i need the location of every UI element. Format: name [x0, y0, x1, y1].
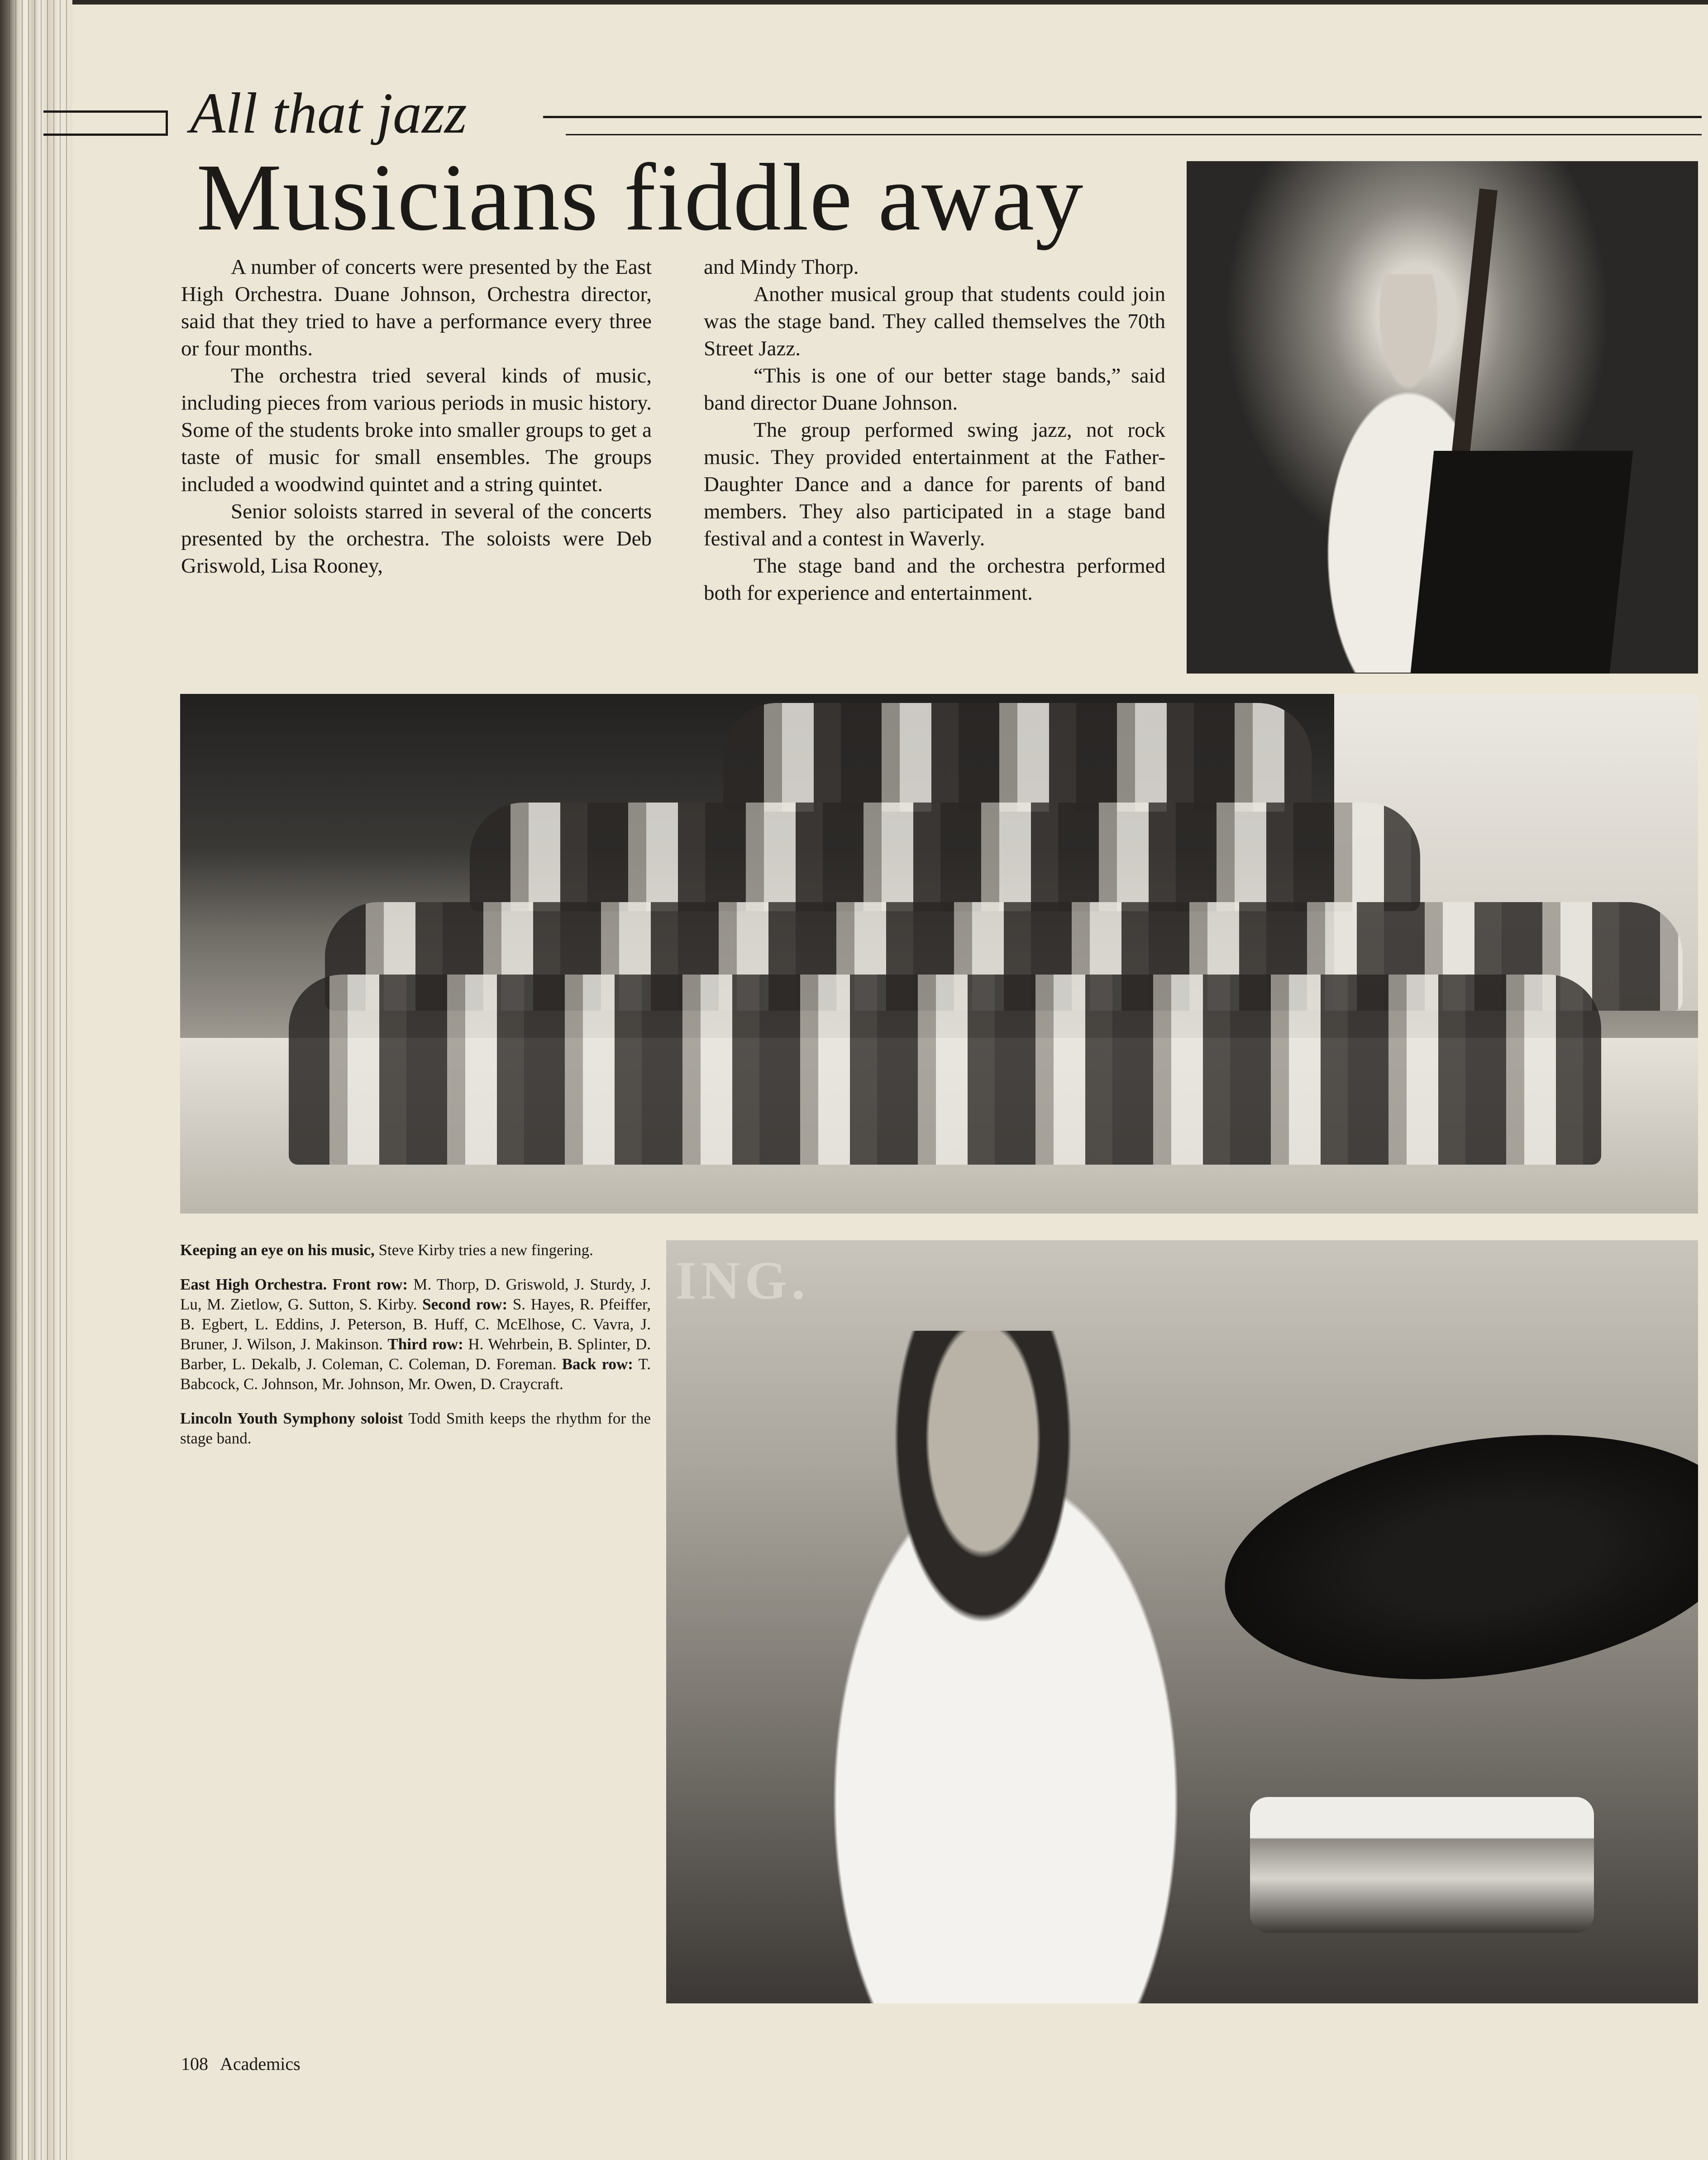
- header-rule: [543, 116, 1702, 118]
- caption-text: T. Babcock, C. Johnson, Mr. Johnson, Mr. Owen, D. Craycraft.: [180, 1355, 651, 1393]
- caption-drummer: [180, 1409, 651, 1448]
- paragraph: A number of concerts were presented by the East High Orchestra. Duane Johnson, Orchestra director, said that they tried to have a performance every three or four months.: [181, 255, 652, 360]
- caption-lead: East High Orchestra. Front row:: [180, 1276, 408, 1293]
- front-row-people: [289, 975, 1601, 1165]
- caption-text: M. Thorp, D. Griswold, J. Sturdy, J. Lu, M. Zietlow, G. Sutton, S. Kirby.: [180, 1276, 651, 1313]
- page-folio: [181, 2053, 312, 2074]
- paragraph: Another musical group that students could join was the stage band. They called themselves the 70th Street Jazz.: [704, 282, 1165, 360]
- caption-cellist: [180, 1240, 651, 1260]
- photo-captions: [180, 1240, 651, 1463]
- paragraph: “This is one of our better stage bands,” said band director Duane Johnson.: [704, 364, 1165, 415]
- section-kicker: All that jazz: [190, 81, 467, 145]
- photo-cellist: [1187, 161, 1698, 674]
- page-headline: Musicians fiddle away: [196, 144, 1084, 250]
- caption-text: S. Hayes, R. Pfeiffer, B. Egbert, L. Eddins, J. Peterson, B. Huff, C. McElhose, C. Vavra, J. Bruner, J. Wilson, J. Makinson.: [180, 1295, 651, 1353]
- caption-text: Steve Kirby tries a new fingering.: [374, 1241, 593, 1259]
- music-stand: [1410, 451, 1633, 674]
- paragraph: The group performed swing jazz, not rock music. They provided entertainment at the Father-Daughter Dance and a dance for parents of band members. They also participated in a stage band festival and a contest in Waverly.: [704, 418, 1165, 550]
- paragraph: The stage band and the orchestra performed both for experience and entertainment.: [704, 554, 1165, 605]
- wall-sign-text: ING.: [675, 1250, 810, 1310]
- binding-lines: [9, 0, 68, 2160]
- section-name: Academics: [220, 2054, 301, 2074]
- drummer-figure: [802, 1331, 1255, 2003]
- caption-text: H. Wehrbein, B. Splinter, D. Barber, L. Dekalb, J. Coleman, C. Coleman, D. Foreman.: [180, 1335, 651, 1373]
- body-column-1: [181, 253, 652, 579]
- kicker-bracket: [43, 110, 168, 136]
- paragraph-continued: and Mindy Thorp.: [704, 255, 859, 279]
- photo-orchestra-group: [180, 694, 1698, 1214]
- body-column-2: [704, 253, 1165, 607]
- page-top-edge: [0, 0, 1708, 5]
- caption-orchestra: [180, 1275, 651, 1394]
- header-rule-thin: [566, 134, 1702, 135]
- back-row-people: [723, 703, 1312, 812]
- photo-drummer: [666, 1240, 1698, 2003]
- paragraph: Senior soloists starred in several of the concerts presented by the orchestra. The soloists were Deb Griswold, Lisa Rooney,: [181, 500, 652, 578]
- snare-drum: [1250, 1797, 1594, 1933]
- caption-text: Todd Smith keeps the rhythm for the stage band.: [180, 1410, 651, 1447]
- caption-label: Second row:: [422, 1295, 508, 1313]
- caption-label: Back row:: [562, 1355, 633, 1373]
- third-row-people: [470, 803, 1420, 911]
- caption-lead: Lincoln Youth Symphony soloist: [180, 1410, 403, 1427]
- caption-lead: Keeping an eye on his music,: [180, 1241, 375, 1259]
- page-number: 108: [181, 2054, 208, 2074]
- cymbal: [1209, 1404, 1698, 1710]
- paragraph: The orchestra tried several kinds of music, including pieces from various periods in music history. Some of the students broke into smaller groups to get a taste of music for small ensembles. The groups included a woodwind quintet and a string quintet.: [181, 364, 652, 496]
- book-binding: [0, 0, 72, 2160]
- caption-label: Third row:: [387, 1335, 463, 1353]
